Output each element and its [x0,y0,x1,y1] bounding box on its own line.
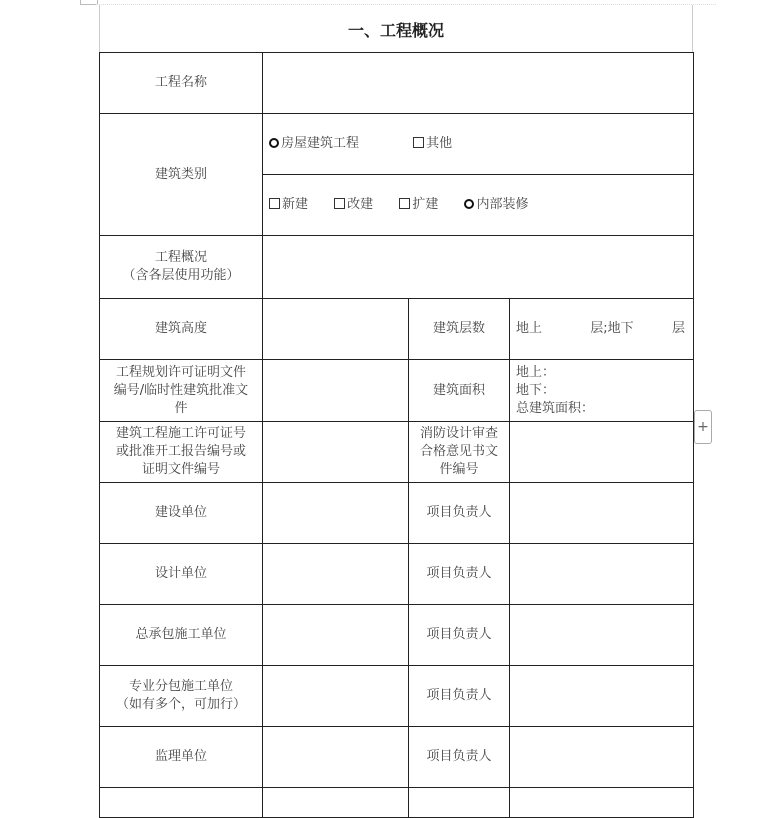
option-building-works[interactable] [269,135,359,153]
construction-permit-field[interactable] [263,422,409,483]
table-row [100,666,694,727]
table-row [100,605,694,666]
table-row [100,544,694,605]
overview-label-line: 工程概况 [154,250,207,265]
option-renovation[interactable] [334,196,373,214]
person-in-charge-label: 项目负责人 [409,666,510,727]
person-in-charge-field[interactable] [510,605,694,666]
table-cell[interactable] [510,788,694,818]
page-top-border [96,4,716,5]
person-in-charge-field[interactable] [510,483,694,544]
project-name-label: 工程名称 [100,53,263,114]
height-field[interactable] [263,299,409,360]
table-row [100,299,694,360]
subcontractor-field[interactable] [263,666,409,727]
option-label: 扩建 [412,197,439,212]
subcontractor-label [100,666,263,727]
construction-label-line: 证明文件编号 [141,462,220,477]
project-name-field[interactable] [263,53,694,114]
option-label: 内部装修 [476,197,529,212]
project-overview-table [99,52,694,818]
option-other[interactable] [413,135,452,153]
planning-permit-field[interactable] [263,360,409,422]
table-cell [409,788,510,818]
person-in-charge-label: 项目负责人 [409,727,510,788]
radio-checked-icon [464,199,474,209]
option-new-build[interactable] [269,196,308,214]
height-label: 建筑高度 [100,299,263,360]
table-cell[interactable] [263,788,409,818]
area-below-label: 地下： [516,382,556,398]
floors-below-label: 层;地下 [590,321,634,336]
checkbox-icon [269,198,280,209]
planning-permit-label [100,360,263,422]
option-label: 其他 [426,136,453,151]
category-options-row-1 [263,114,694,175]
person-in-charge-label: 项目负责人 [409,544,510,605]
category-options-row-2 [263,175,694,236]
fire-review-label [409,422,510,483]
table-cell [100,788,263,818]
option-label: 新建 [282,197,309,212]
table-row [100,114,694,175]
general-contractor-field[interactable] [263,605,409,666]
construction-label-line: 或批准开工报告编号或 [115,444,246,459]
floors-above-label: 地上 [516,321,543,336]
area-field[interactable] [510,360,694,422]
table-row [100,727,694,788]
person-in-charge-label: 项目负责人 [409,605,510,666]
person-in-charge-field[interactable] [510,544,694,605]
option-label: 房屋建筑工程 [281,136,360,151]
checkbox-icon [334,198,345,209]
table-row [100,360,694,422]
subcontractor-label-line: 专业分包施工单位 [128,679,233,694]
floors-field[interactable] [510,299,694,360]
checkbox-icon [399,198,410,209]
overview-label-line: （含各层使用功能） [122,268,240,283]
area-above-label: 地上： [516,364,556,380]
design-unit-label: 设计单位 [100,544,263,605]
permit-label-line: 工程规划许可证明文件 [115,364,246,380]
section-title: 一、工程概况 [347,21,444,40]
table-row [100,483,694,544]
table-row [100,788,694,818]
fire-label-line: 消防设计审查 [419,426,498,441]
option-interior-decoration[interactable] [464,196,528,214]
option-extension[interactable] [399,196,438,214]
supervision-unit-field[interactable] [263,727,409,788]
overview-label [100,236,263,299]
table-row [100,422,694,483]
floors-unit-label: 层 [671,321,685,336]
area-label: 建筑面积 [409,360,510,422]
overview-field[interactable] [263,236,694,299]
subcontractor-label-line: （如有多个，可加行） [115,697,246,712]
general-contractor-label: 总承包施工单位 [100,605,263,666]
table-row [100,236,694,299]
fire-label-line: 件编号 [439,462,479,477]
design-unit-field[interactable] [263,544,409,605]
permit-label-line: 件 [174,400,188,416]
radio-checked-icon [269,138,279,148]
construction-label-line: 建筑工程施工许可证号 [115,426,246,441]
option-label: 改建 [347,197,374,212]
supervision-unit-label: 监理单位 [100,727,263,788]
checkbox-icon [413,137,424,148]
person-in-charge-field[interactable] [510,666,694,727]
person-in-charge-label: 项目负责人 [409,483,510,544]
table-row [100,53,694,114]
fire-review-field[interactable] [510,422,694,483]
area-total-label: 总建筑面积： [516,400,595,416]
fire-label-line: 合格意见书文 [419,444,498,459]
person-in-charge-field[interactable] [510,727,694,788]
builder-unit-field[interactable] [263,483,409,544]
permit-label-line: 编号/临时性建筑批准文 [113,382,249,398]
add-row-button[interactable]: + [694,410,712,444]
floors-label: 建筑层数 [409,299,510,360]
builder-unit-label: 建设单位 [100,483,263,544]
construction-permit-label [100,422,263,483]
building-category-label: 建筑类别 [100,114,263,236]
